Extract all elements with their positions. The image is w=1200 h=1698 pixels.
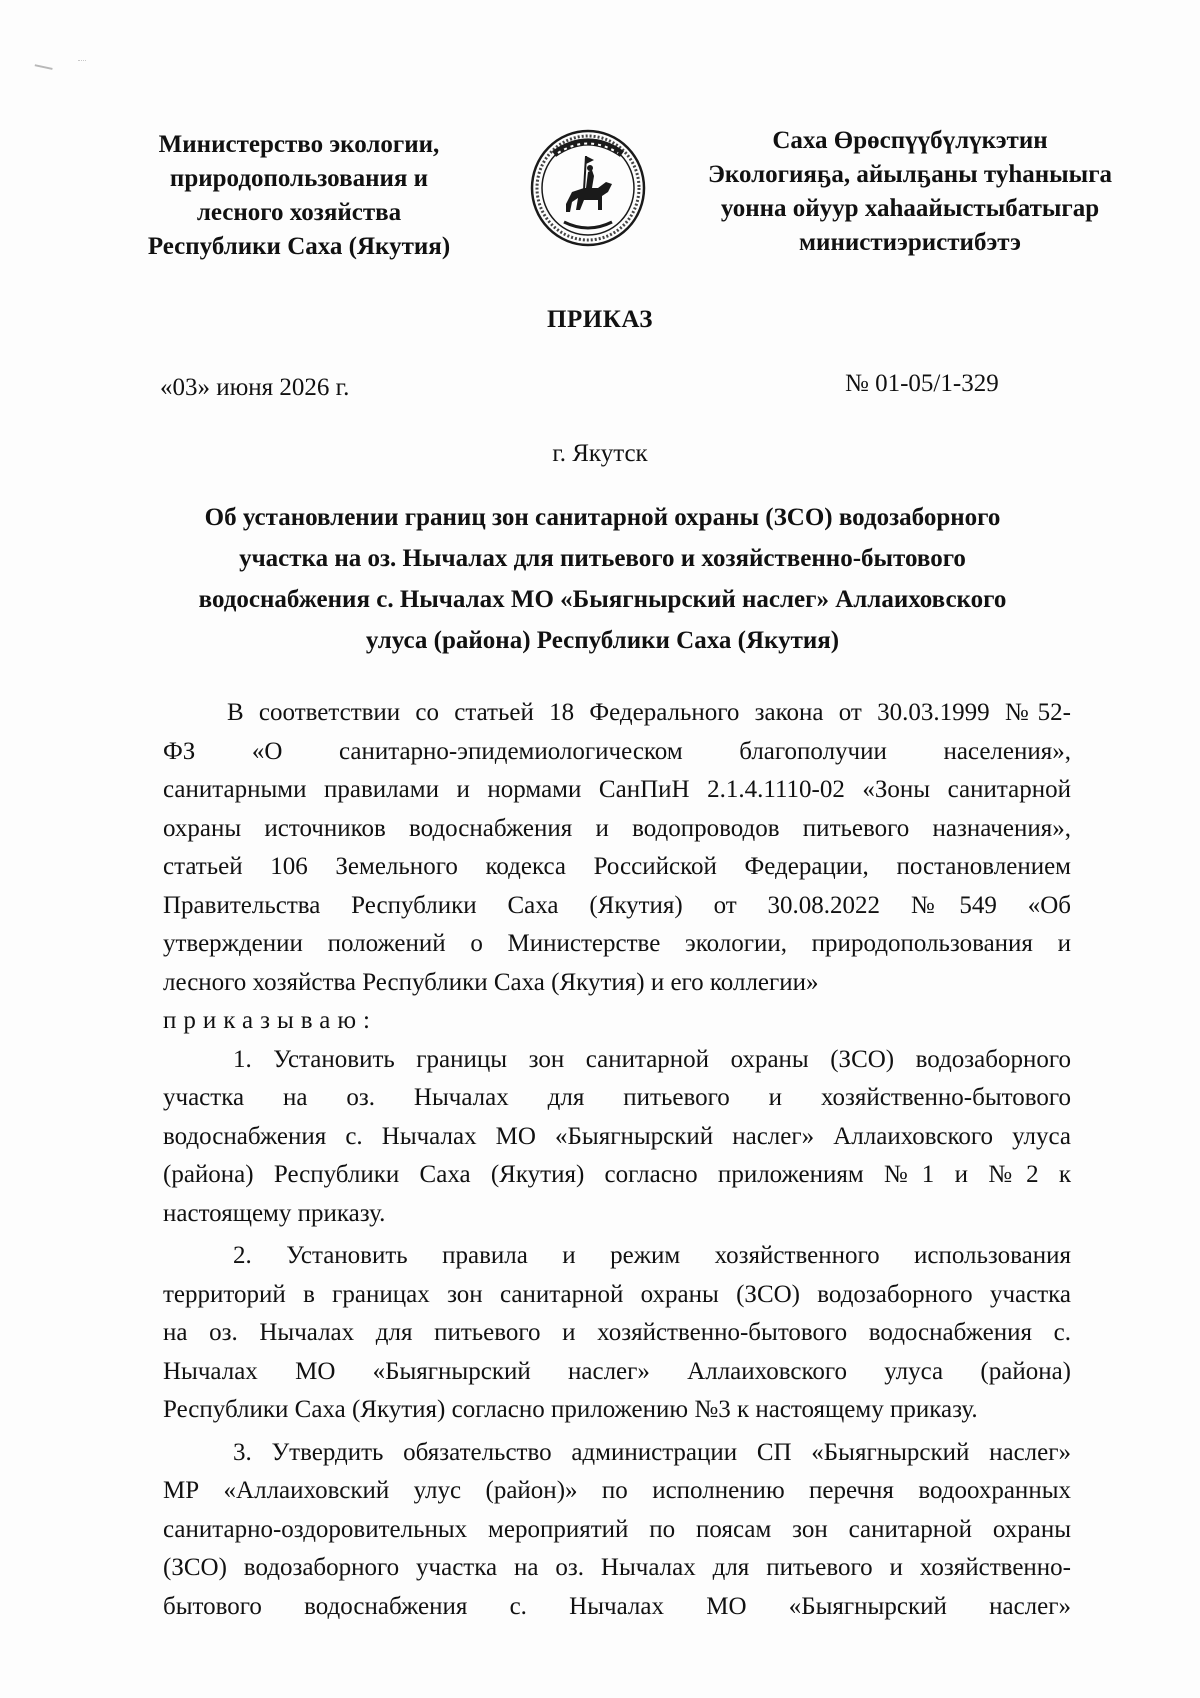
preamble-line: охраны источников водоснабжения и водопроводов питьевого назначения», [163,814,1071,842]
item-1-line: участка на оз. Нычалах для питьевого и хозяйственно-бытового [163,1084,1071,1111]
order-body [163,694,1071,1626]
order-date: «03» июня 2026 г. [160,374,350,401]
scan-artifact [78,60,86,65]
item-3-line: МР «Аллаиховский улус (район)» по исполнению перечня водоохранных [163,1477,1071,1504]
preamble-line: ФЗ «О санитарно-эпидемиологическом благополучии населения», [163,737,1071,765]
item-1-line: настоящему приказу. [163,1199,386,1227]
subject-line: участка на оз. Нычалах для питьевого и хозяйственно-бытового [239,545,966,572]
item-3-line: (ЗСО) водозаборного участка на оз. Нычалах для питьевого и хозяйственно- [163,1554,1071,1581]
header-line: лесного хозяйства [196,199,402,226]
preamble-line: Правительства Республики Саха (Якутия) от 30.08.2022 №549 «Об [163,891,1071,919]
item-2-line: территорий в границах зон санитарной охраны (ЗСО) водозаборного участка [163,1280,1071,1308]
order-subject [150,497,1055,661]
item-3-line: бытового водоснабжения с. Нычалах МО «Быягнырский наслег» [163,1592,1071,1620]
header-line: Республики Саха (Якутия) [147,233,451,260]
header-line: Саха Өрөспүүбүлүкэтин [772,127,1048,154]
item-2-line: 2. Установить правила и режим хозяйственного использования [233,1242,1071,1269]
order-number: № 01-05/1-329 [845,370,999,397]
header-line: природопользования и [169,165,429,192]
preamble-line: статьей 106 Земельного кодекса Российской Федерации, постановлением [163,853,1071,880]
subject-line: водоснабжения с. Нычалах МО «Быягнырский наслег» Аллаиховского [198,586,1007,613]
subject-line: Об установлении границ зон санитарной охраны (ЗСО) водозаборного [204,504,1001,531]
ministry-name-yakut [690,124,1130,260]
preamble-line: утверждении положений о Министерстве экологии, природопользования и [163,930,1071,957]
order-city: г. Якутск [552,440,648,467]
item-1-line: водоснабжения с. Нычалах МО «Быягнырский наслег» Аллаиховского улуса [163,1122,1071,1150]
subject-line: улуса (района) Республики Саха (Якутия) [365,627,840,654]
header-line: уонна ойуур хаһаайыстыбатыгар [720,195,1100,222]
item-1-line: 1. Установить границы зон санитарной охраны (ЗСО) водозаборного [233,1045,1071,1073]
header-line: Министерство экологии, [158,131,440,158]
preamble-line: лесного хозяйства Республики Саха (Якутия) и его коллегии» [163,968,819,996]
item-1-line: (района) Республики Саха (Якутия) согласно приложениям №1 и №2 к [163,1161,1071,1188]
item-2-line: Республики Саха (Якутия) согласно приложению №3 к настоящему приказу. [163,1396,978,1423]
ministry-name-russian [140,128,458,264]
header-line: министиэристибэтэ [799,229,1021,256]
item-3-line: санитарно-оздоровительных мероприятий по поясам зон санитарной охраны [163,1515,1071,1543]
scan-artifact [33,64,52,76]
preamble-line: санитарными правилами и нормами СанПиН 2.1.4.1110-02 «Зоны санитарной [163,776,1071,803]
order-word: приказываю: [163,1007,377,1034]
sakha-coat-of-arms-icon [528,126,648,248]
document-title: ПРИКАЗ [547,306,653,333]
item-2-line: Нычалах МО «Быягнырский наслег» Аллаиховского улуса (района) [163,1357,1071,1385]
item-2-line: на оз. Нычалах для питьевого и хозяйственно-бытового водоснабжения с. [163,1319,1071,1346]
header-line: Экологияҕа, айылҕаны туһаныыга [707,161,1113,188]
item-3-line: 3. Утвердить обязательство администрации СП «Быягнырский наслег» [233,1438,1071,1466]
preamble-line: В соответствии со статьей 18 Федерального закона от 30.03.1999 №52- [227,699,1071,726]
